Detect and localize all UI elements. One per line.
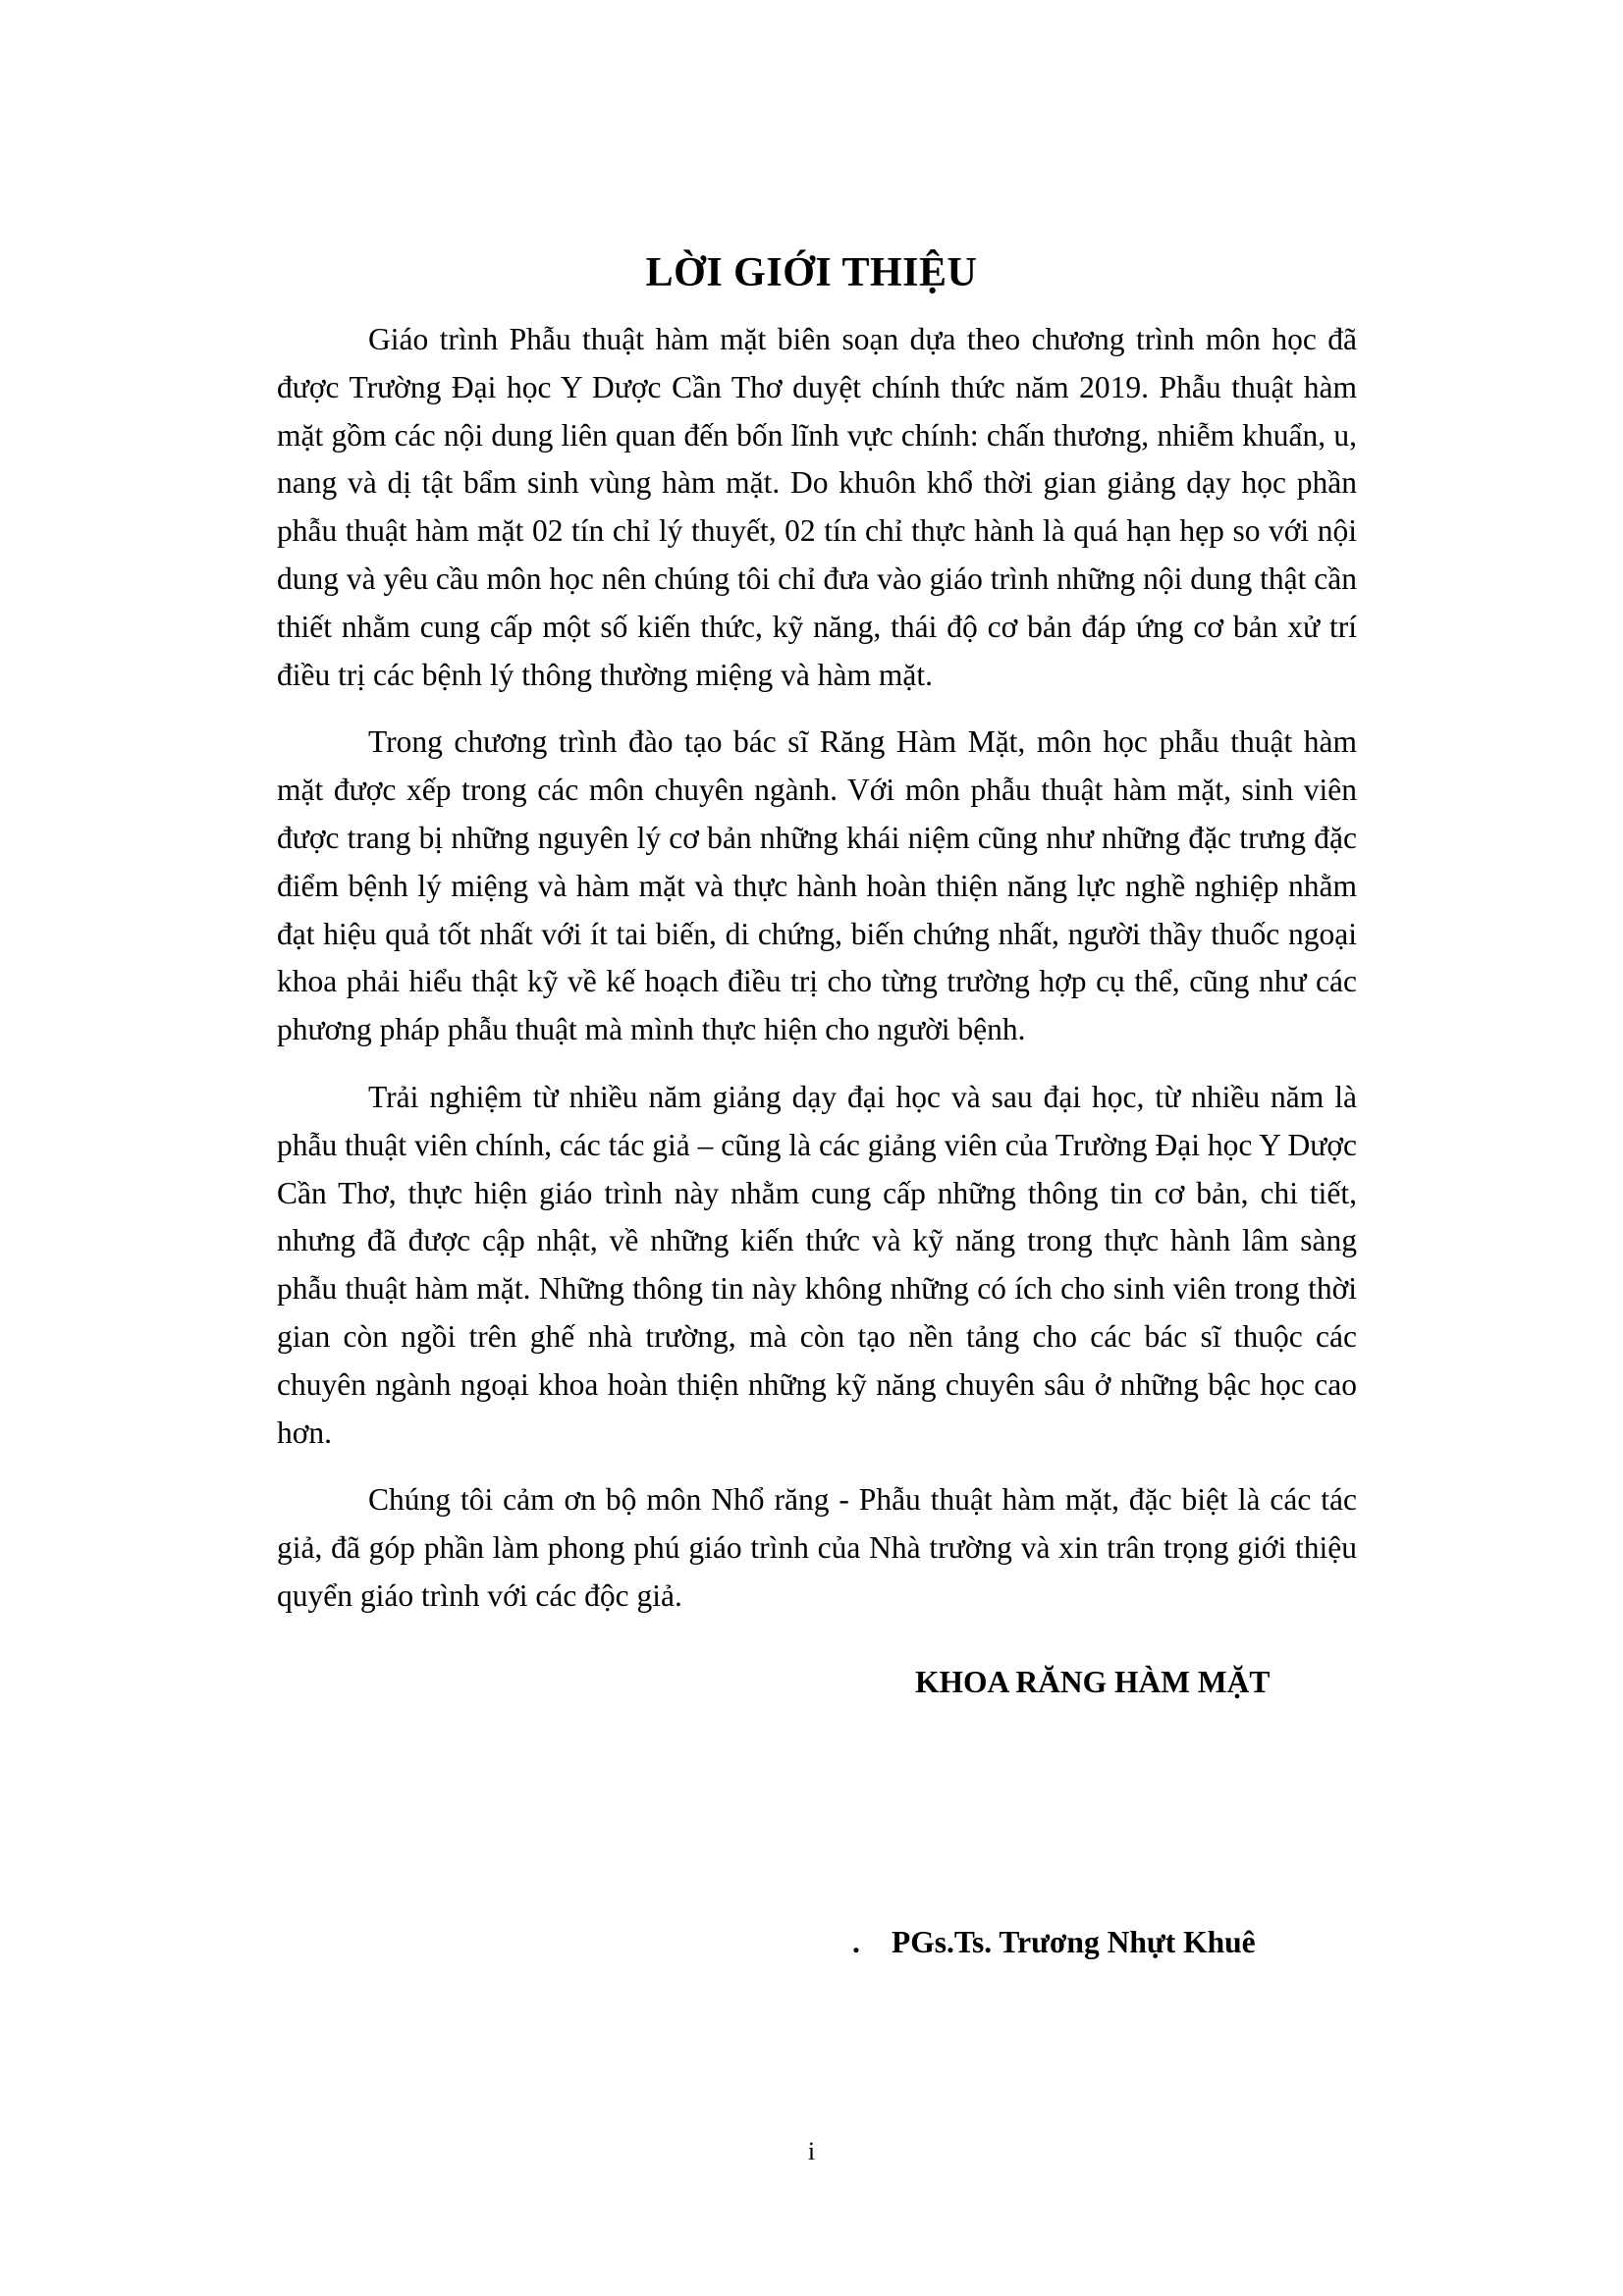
paragraph-3: Trải nghiệm từ nhiều năm giảng dạy đại học và sau đại học, từ nhiều năm là phẫu thuật viên chính, các tác giả – cũng là các giảng viên của Trường Đại học Y Dược Cần Thơ, thực hiện giáo trình này nhằm cung cấp những thông tin cơ bản, chi tiết, nhưng đã được cập nhật, về những kiến thức và kỹ năng trong thực hành lâm sàng phẫu thuật hàm mặt. Những thông tin này không những có ích cho sinh viên trong thời gian còn ngồi trên ghế nhà trường, mà còn tạo nền tảng cho các bác sĩ thuộc các chuyên ngành ngoại khoa hoàn thiện những kỹ năng chuyên sâu ở những bậc học cao hơn. <box>277 1079 1357 1450</box>
paragraph-4: Chúng tôi cảm ơn bộ môn Nhổ răng - Phẫu thuật hàm mặt, đặc biệt là các tác giả, đã góp phần làm phong phú giáo trình của Nhà trường và xin trân trọng giới thiệu quyển giáo trình với các độc giả. <box>277 1482 1357 1613</box>
page-title: LỜI GIỚI THIỆU <box>645 250 978 295</box>
signature-block <box>852 1919 1256 1966</box>
signature-name: PGs.Ts. Trương Nhựt Khuê <box>892 1925 1256 1959</box>
body-text <box>277 316 1357 1640</box>
signature-dot: . <box>852 1925 860 1959</box>
paragraph-1: Giáo trình Phẫu thuật hàm mặt biên soạn dựa theo chương trình môn học đã được Trường Đại học Y Dược Cần Thơ duyệt chính thức năm 2019. Phẫu thuật hàm mặt gồm các nội dung liên quan đến bốn lĩnh vực chính: chấn thương, nhiễm khuẩn, u, nang và dị tật bẩm sinh vùng hàm mặt. Do khuôn khổ thời gian giảng dạy học phần phẫu thuật hàm mặt 02 tín chỉ lý thuyết, 02 tín chỉ thực hành là quá hạn hẹp so với nội dung và yêu cầu môn học nên chúng tôi chỉ đưa vào giáo trình những nội dung thật cần thiết nhằm cung cấp một số kiến thức, kỹ năng, thái độ cơ bản đáp ứng cơ bản xử trí điều trị các bệnh lý thông thường miệng và hàm mặt. <box>277 322 1357 692</box>
signature-department: KHOA RĂNG HÀM MẶT <box>915 1665 1271 1699</box>
paragraph-2: Trong chương trình đào tạo bác sĩ Răng Hàm Mặt, môn học phẫu thuật hàm mặt được xếp trong các môn chuyên ngành. Với môn phẫu thuật hàm mặt, sinh viên được trang bị những nguyên lý cơ bản những khái niệm cũng như những đặc trưng đặc điểm bệnh lý miệng và hàm mặt và thực hành hoàn thiện năng lực nghề nghiệp nhằm đạt hiệu quả tốt nhất với ít tai biến, di chứng, biến chứng nhất, người thầy thuốc ngoại khoa phải hiểu thật kỹ về kế hoạch điều trị cho từng trường hợp cụ thể, cũng như các phương pháp phẫu thuật mà mình thực hiện cho người bệnh. <box>277 724 1357 1047</box>
page-number: i <box>807 2137 816 2165</box>
